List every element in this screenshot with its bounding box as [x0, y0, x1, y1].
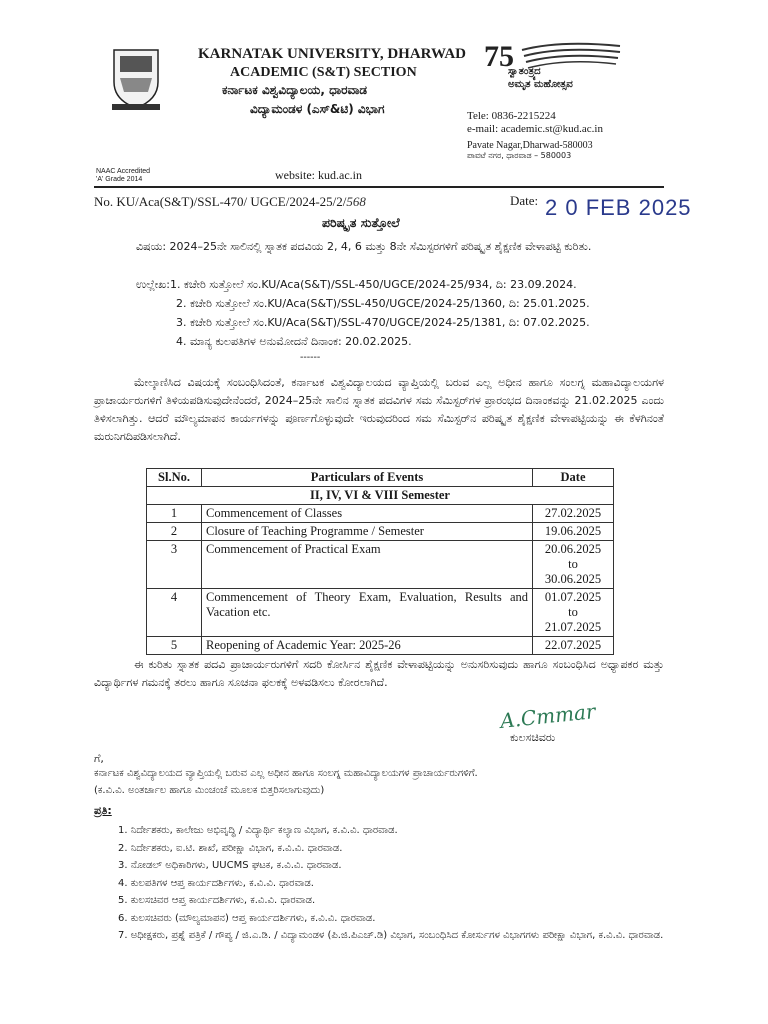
table-row: 3 Commencement of Practical Exam 20.06.2025 to 30.06.2025 [147, 541, 614, 589]
paragraph-main: ಮೇಲ್ಕಾಣಿಸಿದ ವಿಷಯಕ್ಕೆ ಸಂಬಂಧಿಸಿದಂತೆ, ಕರ್ನಾಟಕ ವಿಶ್ವವಿದ್ಯಾಲಯದ ವ್ಯಾಪ್ತಿಯಲ್ಲಿ ಬರುವ ಎಲ್ಲ ಅಧೀನ ಹಾಗೂ ಸಂಲಗ್ನ ಮಹಾವಿದ್ಯಾಲಯಗಳ ಪ್ರಾಚಾರ್ಯರುಗಳಿಗೆ ತಿಳಿಯಪಡಿಸುವುದೇನೆಂದರೆ, 2024–25ನೇ ಸಾಲಿನ ಸ್ನಾತಕ ಪದವಿಗಳ ಸಮ ಸೆಮಿಸ್ಟರ್‌ಗಳ ಪ್ರಾರಂಭದ ದಿನಾಂಕವನ್ನು 21.02.2025 ಎಂದು ತಿಳಿಸಲಾಗಿತ್ತು. ಆದರೆ ಮೌಲ್ಯಮಾಪನ ಕಾರ್ಯಗಳನ್ನು ಪೂರ್ಣಗೊಳ್ಳುವುದೇ ಇರುವುದರಿಂದ ಸಮ ಸೆಮಿಸ್ಟರ್‌ನ ಪರಿಷ್ಕೃತ ಶೈಕ್ಷಣಿಕ ವೇಳಾಪಟ್ಟಿಯನ್ನು ಈ ಕೆಳಗಿನಂತೆ ಮರುನಿಗದಿಪಡಿಸಲಾಗಿದೆ. [94, 376, 664, 443]
divider-dashes: ------ [300, 352, 321, 363]
copy-item: 4. ಕುಲಪತಿಗಳ ಆಪ್ತ ಕಾರ್ಯದರ್ಶಿಗಳು, ಕ.ವಿ.ವಿ. ಧಾರವಾಡ. [118, 877, 314, 889]
reference-item: ಉಲ್ಲೇಖ:1. ಕಚೇರಿ ಸುತ್ತೋಲೆ ಸಂ.KU/Aca(S&T)/SSL-450/UGCE/2024-25/934, ದಿ: 23.09.2024. [136, 278, 577, 291]
address-kn: ಪಾವಟೆ ನಗರ, ಧಾರವಾಡ – 580003 [467, 151, 572, 160]
subject: ವಿಷಯ: 2024–25ನೇ ಸಾಲಿನಲ್ಲಿ ಸ್ನಾತಕ ಪದವಿಯ 2, 4, 6 ಮತ್ತು 8ನೇ ಸೆಮಿಸ್ಟರಗಳಿಗೆ ಪರಿಷ್ಕೃತ ಶೈಕ್ಷಣಿಕ ವೇಳಾಪಟ್ಟಿ ಕುರಿತು. [136, 240, 592, 253]
copy-item: 3. ನೋಡಲ್ ಅಧಿಕಾರಿಗಳು, UUCMS ಘಟಕ, ಕ.ವಿ.ವಿ. ಧಾರವಾಡ. [118, 860, 342, 871]
table-row: 5 Reopening of Academic Year: 2025-26 22.07.2025 [147, 637, 614, 655]
reference-item: 2. ಕಚೇರಿ ಸುತ್ತೋಲೆ ಸಂ.KU/Aca(S&T)/SSL-450/UGCE/2024-25/1360, ದಿ: 25.01.2025. [176, 297, 590, 310]
copy-item: 7. ಅಧೀಕ್ಷಕರು, ಪ್ರಶ್ನೆ ಪತ್ರಿಕೆ / ಗೌಪ್ಯ / ಜಿ.ಎ.ಡಿ. / ವಿದ್ಯಾಮಂಡಳ (ಪಿ.ಜಿ.ಪಿಎಚ್.ಡಿ) ವಿಭಾಗ, ಸಂಬಂಧಿಸಿದ ಕೋರ್ಸುಗಳ ವಿಭಾಗಗಳು ಪರೀಕ್ಷಾ ವಿಭಾಗ, ಕ.ವಿ.ವಿ. ಧಾರವಾಡ. [118, 930, 664, 941]
university-title-kn: ಕರ್ನಾಟಕ ವಿಶ್ವವಿದ್ಯಾಲಯ, ಧಾರವಾಡ [222, 83, 368, 97]
semester-subheader: II, IV, VI & VIII Semester [147, 487, 614, 505]
signature-handwritten: A.Cmmar [499, 699, 597, 733]
copy-list [118, 822, 678, 945]
address-en: Pavate Nagar,Dharwad-580003 [467, 140, 593, 151]
university-title-en: KARNATAK UNIVERSITY, DHARWAD [198, 46, 466, 62]
col-header-slno: Sl.No. [147, 469, 202, 487]
header-divider [94, 186, 664, 188]
signatory-designation: ಕುಲಸಚಿವರು [510, 731, 556, 744]
events-table [146, 468, 614, 655]
website: website: kud.ac.in [275, 168, 362, 182]
university-crest [110, 44, 162, 112]
table-row: 2 Closure of Teaching Programme / Semester 19.06.2025 [147, 523, 614, 541]
paragraph-closing: ಈ ಕುರಿತು ಸ್ನಾತಕ ಪದವಿ ಪ್ರಾಚಾರ್ಯರುಗಳಿಗೆ ಸದರಿ ಕೋರ್ಸಿನ ಶೈಕ್ಷಣಿಕ ವೇಳಾಪಟ್ಟಿಯನ್ನು ಅನುಸರಿಸುವುದು ಹಾಗೂ ಸಂಬಂಧಿಸಿದ ಅಧ್ಯಾಪಕರ ಮತ್ತು ವಿದ್ಯಾರ್ಥಿಗಳ ಗಮನಕ್ಕೆ ತರಲು ಹಾಗೂ ಸೂಚನಾ ಫಲಕಕ್ಕೆ ಅಳವಡಿಸಲು ಕೋರಲಾಗಿದೆ. [94, 658, 664, 689]
to-recipients: ಕರ್ನಾಟಕ ವಿಶ್ವವಿದ್ಯಾಲಯದ ವ್ಯಾಪ್ತಿಯಲ್ಲಿ ಬರುವ ಎಲ್ಲ ಅಧೀನ ಹಾಗೂ ಸಂಲಗ್ನ ಮಹಾವಿದ್ಯಾಲಯಗಳ ಪ್ರಾಚಾರ್ಯರುಗಳಿಗೆ. [94, 768, 478, 779]
telephone: Tele: 0836-2215224 [467, 110, 556, 122]
to-label: ಗೆ, [94, 752, 104, 765]
copy-item: 1. ನಿರ್ದೇಶಕರು, ಕಾಲೇಜು ಅಭಿವೃದ್ಧಿ / ವಿದ್ಯಾರ್ಥಿ ಕಲ್ಯಾಣ ವಿಭಾಗ, ಕ.ವಿ.ವಿ. ಧಾರವಾಡ. [118, 825, 398, 836]
references-list [136, 275, 590, 351]
table-row: 1 Commencement of Classes 27.02.2025 [147, 505, 614, 523]
amrit-mahotsav-logo: 75 ಸ್ವಾತಂತ್ರ್ಯದ ಅಮೃತ ಮಹೋತ್ಸವ [480, 36, 625, 98]
table-header-row [147, 469, 614, 487]
date-label: Date: [510, 193, 539, 208]
copy-item: 6. ಕುಲಸಚಿವರು (ಮೌಲ್ಯಮಾಪನ) ಆಪ್ತ ಕಾರ್ಯದರ್ಶಿಗಳು, ಕ.ವಿ.ವಿ. ಧಾರವಾಡ. [118, 912, 376, 924]
copy-item: 2. ನಿರ್ದೇಶಕರು, ಐ.ಟಿ. ಶಾಖೆ, ಪರೀಕ್ಷಾ ವಿಭಾಗ, ಕ.ವಿ.ವಿ. ಧಾರವಾಡ. [118, 842, 343, 854]
email: e-mail: academic.st@kud.ac.in [467, 123, 603, 135]
table-subheader-row [147, 487, 614, 505]
col-header-date: Date [533, 469, 614, 487]
reference-number: No. KU/Aca(S&T)/SSL-470/ UGCE/2024-25/2/568 [94, 194, 366, 209]
table-row: 4 Commencement of Theory Exam, Evaluation, Results and Vacation etc. 01.07.2025 to 21.07.2025 [147, 589, 614, 637]
logo-75-text: 75 [484, 40, 514, 73]
section-title-kn: ವಿದ್ಯಾಮಂಡಳ (ಎಸ್&ಟಿ) ವಿಭಾಗ [250, 102, 385, 116]
reference-item: 3. ಕಚೇರಿ ಸುತ್ತೋಲೆ ಸಂ.KU/Aca(S&T)/SSL-470/UGCE/2024-25/1381, ದಿ: 07.02.2025. [176, 316, 590, 329]
copy-item: 5. ಕುಲಸಚಿವರ ಆಪ್ತ ಕಾರ್ಯದರ್ಶಿಗಳು, ಕ.ವಿ.ವಿ. ಧಾರವಾಡ. [118, 895, 316, 906]
to-mode: (ಕ.ವಿ.ವಿ. ಅಂತರ್ಜಾಲ ಹಾಗೂ ಮಿಂಚಂಚೆ ಮೂಲಕ ಬಿತ್ತರಿಸಲಾಗುವುದು) [94, 785, 325, 796]
document-title: ಪರಿಷ್ಕೃತ ಸುತ್ತೋಲೆ [322, 215, 400, 230]
date-stamp: 2 0 FEB 2025 [545, 195, 692, 220]
naac-accreditation: NAAC Accredited 'A' Grade 2014 [96, 168, 151, 183]
col-header-particulars: Particulars of Events [202, 469, 533, 487]
copy-label: ಪ್ರತಿ: [94, 804, 112, 817]
section-title-en: ACADEMIC (S&T) SECTION [230, 65, 417, 80]
reference-item: 4. ಮಾನ್ಯ ಕುಲಪತಿಗಳ ಅನುಮೋದನೆ ದಿನಾಂಕ: 20.02.2025. [176, 335, 412, 348]
